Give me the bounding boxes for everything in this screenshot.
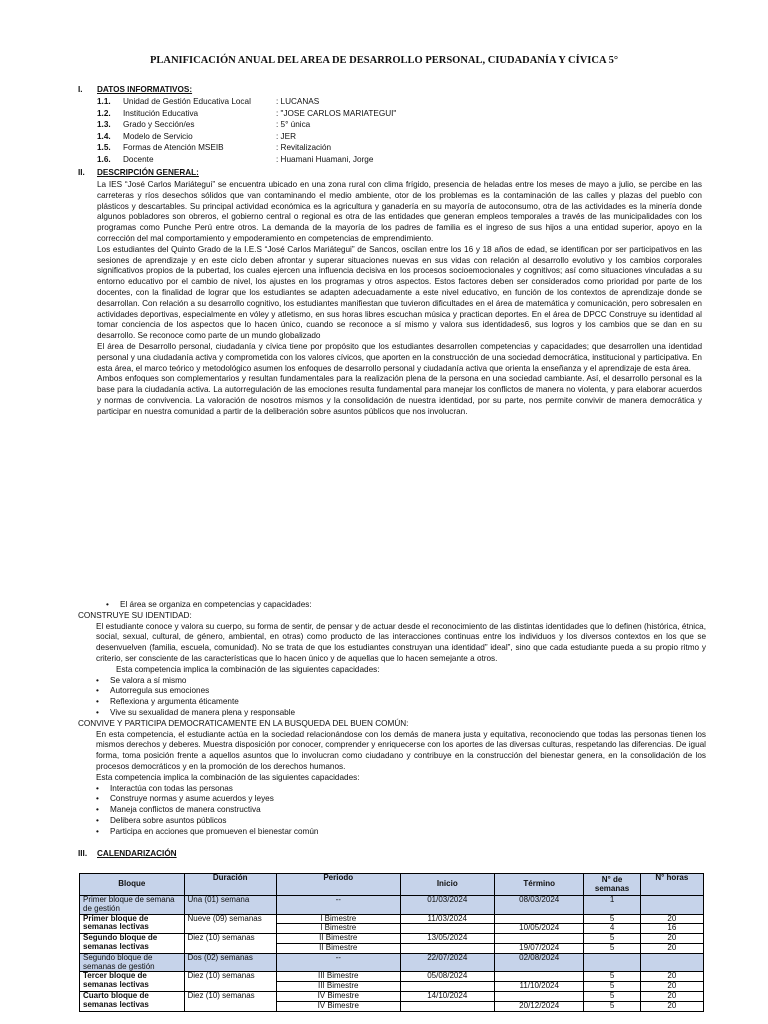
cell-period: I Bimestre [276,924,400,934]
cell-hours: 20 [640,982,703,992]
cell-start [400,982,494,992]
section-number: I. [78,85,83,94]
info-label: Formas de Atención MSEIB [123,143,224,153]
info-label: Modelo de Servicio [123,131,193,141]
description-paragraph: La IES “José Carlos Mariátegui” se encuentra ubicado en una zona rural con clima frígido, presencia de heladas entre los meses de mayo a julio, se percibe en las carreteras y ríos desechos sólidos que van contaminando el medio ambiente, otor de los problemas es la contaminación de las calles y plazas del pueblo con plásticos y descartables. Su principal actividad económica es la agricultura y ganadería en su mayoría de autoconsumo, otra de las actividades es la minería donde algunos pobladores son obreros, el gobierno central o regional es otra de las entidades que generan empleos temporales a través de las municipalidades con los programas como Punche Perú entre otros. La demanda de la mayoría de los padres de familia es el ingreso de sus hijos a una entidad superior, apoyo en la corrección del mal comportamiento y empoderamiento en competencias de emprendimiento. [97,180,702,243]
cell-end: 11/10/2024 [494,982,583,992]
cell-end: 02/08/2024 [494,953,583,972]
table-row [80,953,704,972]
cell-end [494,991,583,1001]
cell-end: 10/05/2024 [494,924,583,934]
competency-title: CONSTRUYE SU IDENTIDAD: [78,610,192,620]
header-weeks: N° de semanas [584,874,640,896]
info-value: : JER [276,131,297,141]
section-label: DESCRIPCIÓN GENERAL: [97,168,199,177]
document-title: PLANIFICACIÓN ANUAL DEL AREA DE DESARROLLO PERSONAL, CIUDADANÍA Y CÍVICA 5° [149,55,619,66]
calendar-table [79,873,704,1012]
header-end: Término [494,874,583,896]
competency-title: CONVIVE Y PARTICIPA DEMOCRATICAMENTE EN LA BUSQUEDA DEL BUEN COMÚN: [78,718,409,728]
info-number: 1.1. [97,97,111,106]
info-value: : "JOSE CARLOS MARIATEGUI" [276,108,397,118]
cell-period: IV Bimestre [276,1001,400,1011]
cell-block: Cuarto bloque de semanas lectivas [80,991,185,1011]
info-label: Unidad de Gestión Educativa Local [123,97,251,106]
cell-weeks: 5 [584,1001,640,1011]
competency-implies: Esta competencia implica la combinación de las siguientes capacidades: [96,772,360,782]
description-paragraph: El área de Desarrollo personal, ciudadanía y cívica tiene por propósito que los estudiantes desarrollen competencias y capacidades; que desarrollen una identidad personal y una ciudadanía activa y comprometida con los valores cívicos, que aporten en la construcción de una sociedad democrática, institucional y participativa. En esta área, el marco teórico y metodológico asumen los enfoques de desarrollo personal y ciudadanía activa que orienta la enseñanza y el aprendizaje de esta área. [97,341,702,373]
cell-hours: 20 [640,943,703,953]
table-header-row [80,874,704,896]
cell-block: Segundo bloque de semanas lectivas [80,934,185,954]
competencies-section [78,600,706,838]
cell-block: Primer bloque de semana de gestión [80,896,185,915]
cell-weeks [584,953,640,972]
cell-block: Segundo bloque de semanas de gestión [80,953,185,972]
cell-weeks: 4 [584,924,640,934]
cell-period: -- [276,953,400,972]
cell-start: 01/03/2024 [400,896,494,915]
cell-start [400,1001,494,1011]
capacity-item: • Interactúa con todas las personas [96,784,706,795]
description-paragraph: Los estudiantes del Quinto Grado de la I.E.S “José Carlos Mariátegui” de Sancos, oscilan entre los 16 y 18 años de edad, se identifican por ser participativos en las sesiones de aprendizaje y en este ciclo deben afrontar y superar situaciones nuevas en sus vidas con relación al desarrollo evolutivo y los cambios corporales significativos propios de la pubertad, los cuales ejercen una influencia decisiva en los procesos socioemocionales y cognitivos; así como situaciones vinculadas a su entorno educativo por el cambio de nivel, los ajustes en los programas y otros aspectos. Estos factores deben ser considerados como prioridad por parte de los docentes, con la finalidad de lograr que los estudiantes se adapten adecuadamente a este nivel educativo, en función de los contextos de aprendizaje donde se desarrollan. Con relación a su desarrollo cognitivo, los estudiantes manifiestan que tuvieron dificultades en el área de matemática y comunicación, pero sobresalen en actividades deportivas, especialmente en vóley y atletismo, en sus horas libres escuchan música y practican deportes. En el área de DPCC Construye su identidad al tomar conciencia de los aspectos que lo hacen único, cuando se reconoce a sí mismo y valora sus identidades6, sus logros y los cambios que se dan en su desarrollo. Se reconoce como parte de un mundo globalizado [97,244,702,341]
section-number: II. [78,168,85,177]
section-label: CALENDARIZACIÓN [97,849,177,858]
capacity-item: • Vive su sexualidad de manera plena y responsable [96,708,706,719]
capacity-item: • Maneja conflictos de manera constructiva [96,805,706,816]
cell-period: II Bimestre [276,943,400,953]
cell-hours: 20 [640,1001,703,1011]
cell-end: 08/03/2024 [494,896,583,915]
section-datos-informativos [78,85,192,96]
cell-period: III Bimestre [276,982,400,992]
cell-block: Tercer bloque de semanas lectivas [80,972,185,992]
capacity-item: • Reflexiona y argumenta éticamente [96,697,706,708]
cell-start: 05/08/2024 [400,972,494,982]
info-number: 1.6. [97,154,111,164]
capacity-item: • Participa en acciones que promueven el bienestar común [96,827,706,838]
competency-text: El estudiante conoce y valora su cuerpo, su forma de sentir, de pensar y de actuar desde el reconocimiento de las distintas identidades que lo definen (histórica, étnica, social, sexual, cultural, de género, ambiental, en otras) como producto de las interacciones continuas entre los individuos y los diversos contextos en los que se desenvuelven (familia, escuela, comunidad). No se trata de que los estudiantes construyan una identidad” ideal”, sino que cada estudiante pueda a su propio ritmo y criterio, ser consciente de las características que lo hacen único y de aquellas que lo hacen semejante a otros. [96,621,706,663]
competency-text: En esta competencia, el estudiante actúa en la sociedad relacionándose con los demás de manera justa y equitativa, reconociendo que todas las personas tienen los mismos derechos y deberes. Muestra disposición por conocer, comprender y enriquecerse con los aportes de las diversas culturas, respetando las diferencias. De igual forma, toma posición frente a aquellos asuntos que lo involucran como ciudadano y contribuye en la construcción del bienestar genera, en la consolidación de los procesos democráticos y en la promoción de los derechos humanos. [96,729,706,771]
table-row [80,991,704,1001]
capacity-item: • Se valora a sí mismo [96,676,706,687]
cell-hours: 16 [640,924,703,934]
section-descripcion-general [78,168,199,179]
description-paragraph: Ambos enfoques son complementarios y resultan fundamentales para la realización plena de la persona en una sociedad cambiante. Así, el desarrollo personal es la base para la ciudadanía activa. La autorregulación de las emociones resulta fundamental para manejar los conflictos de manera no violenta, y para elaborar acuerdos y normas de convivencia. La valoración de nosotros mismos y la consolidación de nuestra identidad, por su parte, nos permite convivir de manera democrática y participar en nuestra comunidad a partir de la deliberación sobre asuntos públicos que nos involucran. [97,374,702,416]
info-value: : Revitalización [276,143,332,153]
cell-duration: Diez (10) semanas [184,934,276,954]
cell-period: IV Bimestre [276,991,400,1001]
cell-hours: 20 [640,991,703,1001]
cell-start: 14/10/2024 [400,991,494,1001]
section-label: DATOS INFORMATIVOS: [97,85,193,94]
description-text [97,180,702,418]
cell-duration: Una (01) semana [184,896,276,915]
section-calendarizacion [78,849,177,860]
capacity-item: • Construye normas y asume acuerdos y leyes [96,794,706,805]
header-duration: Duración [184,874,276,896]
info-number: 1.2. [97,108,111,118]
cell-hours: 20 [640,914,703,924]
cell-hours [640,896,703,915]
cell-period: II Bimestre [276,934,400,944]
info-value: : 5° única [276,120,311,130]
table-row [80,934,704,944]
competency-implies: Esta competencia implica la combinación de las siguientes capacidades: [116,664,380,674]
cell-end: 19/07/2024 [494,943,583,953]
cell-weeks: 5 [584,943,640,953]
table-row [80,896,704,915]
info-number: 1.3. [97,120,111,130]
capacity-item: • Delibera sobre asuntos públicos [96,816,706,827]
info-label: Institución Educativa [123,108,199,118]
cell-weeks: 5 [584,972,640,982]
capacity-item: • Autorregula sus emociones [96,686,706,697]
cell-hours: 20 [640,972,703,982]
cell-block: Primer bloque de semanas lectivas [80,914,185,934]
cell-period: I Bimestre [276,914,400,924]
cell-hours [640,953,703,972]
info-label: Docente [123,154,154,164]
cell-duration: Diez (10) semanas [184,972,276,992]
cell-period: III Bimestre [276,972,400,982]
cell-start: 11/03/2024 [400,914,494,924]
info-value: : LUCANAS [276,97,320,106]
header-hours: N° horas [640,874,703,896]
cell-period: -- [276,896,400,915]
cell-end [494,934,583,944]
cell-start: 13/05/2024 [400,934,494,944]
cell-start: 22/07/2024 [400,953,494,972]
competencies-intro: • El área se organiza en competencias y capacidades: [106,600,706,611]
cell-weeks: 5 [584,914,640,924]
info-label: Grado y Sección/es [123,120,195,130]
header-period: Periodo [276,874,400,896]
cell-duration: Diez (10) semanas [184,991,276,1011]
section-number: III. [78,849,88,858]
cell-end: 20/12/2024 [494,1001,583,1011]
header-block: Bloque [80,874,185,896]
cell-weeks: 1 [584,896,640,915]
cell-start [400,943,494,953]
cell-weeks: 5 [584,982,640,992]
info-number: 1.4. [97,131,111,141]
header-start: Inicio [400,874,494,896]
info-number: 1.5. [97,143,111,153]
cell-duration: Dos (02) semanas [184,953,276,972]
cell-duration: Nueve (09) semanas [184,914,276,934]
cell-weeks: 5 [584,934,640,944]
cell-hours: 20 [640,934,703,944]
cell-weeks: 5 [584,991,640,1001]
info-value: : Huamani Huamani, Jorge [276,154,374,164]
